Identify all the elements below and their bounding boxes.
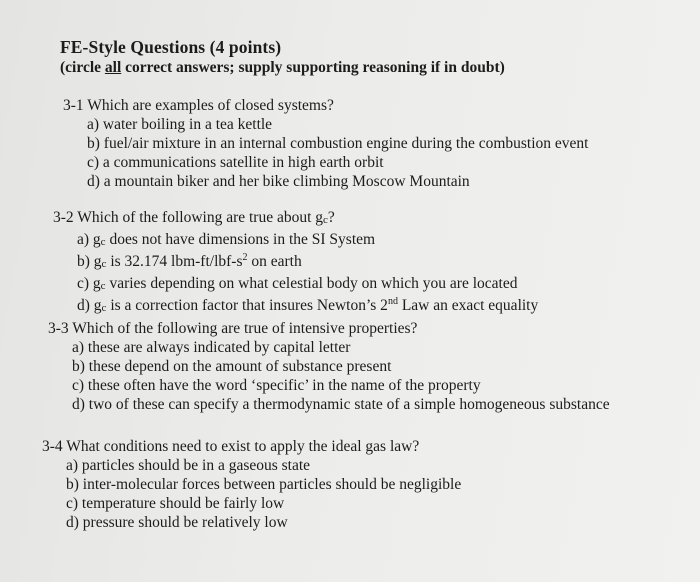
answer-option-c[interactable]: c) these often have the word ‘specific’ in the name of the property xyxy=(72,377,481,394)
option-subscript: c xyxy=(101,258,107,270)
worksheet-title: FE-Style Questions (4 points) xyxy=(60,37,282,57)
answer-option-a[interactable] xyxy=(77,230,538,252)
answer-option-d[interactable]: d) a mountain biker and her bike climbing Moscow Mountain xyxy=(87,173,470,190)
answer-options xyxy=(53,230,538,318)
answer-option-b[interactable]: b) inter-molecular forces between particles should be negligible xyxy=(66,476,462,493)
option-text-tail: Law an exact equality xyxy=(397,297,539,314)
question-stem: 3-4 What conditions need to exist to apply the ideal gas law? xyxy=(42,438,420,455)
answer-option-d[interactable] xyxy=(77,296,538,318)
option-text-rest: is a correction factor that insures Newton’s 2 xyxy=(106,297,388,314)
option-subscript: c xyxy=(100,280,106,292)
option-text: a) g xyxy=(77,231,101,248)
question-stem xyxy=(53,208,538,230)
option-subscript: c xyxy=(101,302,107,314)
answer-options xyxy=(48,338,610,414)
answer-option-c[interactable]: c) temperature should be fairly low xyxy=(66,495,285,512)
answer-option-a[interactable]: a) particles should be in a gaseous state xyxy=(66,457,311,474)
question-3-1 xyxy=(63,96,588,191)
question-stem: 3-1 Which are examples of closed systems? xyxy=(63,97,334,114)
answer-option-c[interactable] xyxy=(77,274,538,296)
stem-text-end: ? xyxy=(327,209,335,226)
instructions-text-start: (circle xyxy=(60,59,105,76)
option-text-tail: on earth xyxy=(247,253,302,270)
question-3-3 xyxy=(48,319,610,414)
worksheet-header xyxy=(60,36,505,78)
question-stem: 3-3 Which of the following are true of intensive properties? xyxy=(48,320,418,337)
stem-subscript: c xyxy=(323,214,328,226)
option-text-rest: does not have dimensions in the SI System xyxy=(105,231,376,248)
answer-option-b[interactable]: b) these depend on the amount of substance present xyxy=(72,358,392,375)
answer-option-d[interactable]: d) pressure should be relatively low xyxy=(66,514,288,531)
option-text-rest: is 32.174 lbm-ft/lbf-s xyxy=(106,253,243,270)
answer-option-a[interactable]: a) these are always indicated by capital letter xyxy=(72,339,351,356)
answer-option-d[interactable]: d) two of these can specify a thermodynamic state of a simple homogeneous substance xyxy=(72,396,610,413)
worksheet-instructions xyxy=(60,58,505,78)
option-text: d) g xyxy=(77,297,102,314)
option-text: c) g xyxy=(77,275,101,292)
option-superscript: 2 xyxy=(242,252,248,263)
question-3-4 xyxy=(42,437,461,532)
answer-option-b[interactable] xyxy=(77,252,538,274)
option-superscript: nd xyxy=(387,296,398,307)
instructions-emphasis: all xyxy=(104,59,122,76)
answer-option-c[interactable]: c) a communications satellite in high earth orbit xyxy=(87,154,384,171)
answer-options xyxy=(42,456,461,532)
stem-text: 3-2 Which of the following are true about g xyxy=(53,209,324,226)
question-3-2 xyxy=(53,208,538,318)
answer-option-b[interactable]: b) fuel/air mixture in an internal combustion engine during the combustion event xyxy=(87,135,589,152)
option-text: b) g xyxy=(77,253,102,270)
instructions-text-end: correct answers; supply supporting reasoning if in doubt) xyxy=(121,59,505,76)
answer-options xyxy=(63,115,588,191)
option-subscript: c xyxy=(100,236,106,248)
option-text-rest: varies depending on what celestial body on which you are located xyxy=(105,275,518,292)
answer-option-a[interactable]: a) water boiling in a tea kettle xyxy=(87,116,273,133)
